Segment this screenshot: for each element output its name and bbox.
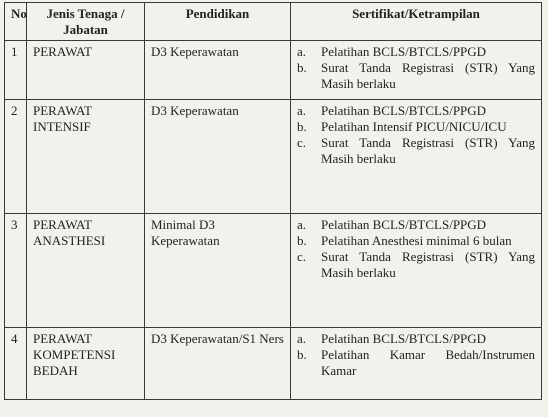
row-sertifikat bbox=[291, 100, 542, 214]
row-pendidikan: D3 Keperawatan bbox=[145, 100, 291, 214]
list-marker: b. bbox=[297, 119, 307, 134]
list-marker: a. bbox=[297, 44, 307, 59]
list-item-text: Surat Tanda Registrasi (STR) Yang Masih berlaku bbox=[321, 60, 535, 91]
table-row bbox=[5, 328, 542, 400]
list-item bbox=[297, 60, 535, 92]
list-item bbox=[297, 347, 535, 379]
list-item bbox=[297, 249, 535, 281]
row-number: 4 bbox=[5, 328, 27, 400]
list-marker: c. bbox=[297, 135, 307, 150]
certificate-list bbox=[297, 103, 535, 167]
list-item-text: Pelatihan BCLS/BTCLS/PPGD bbox=[321, 44, 487, 59]
list-item-text: Surat Tanda Registrasi (STR) Yang Masih berlaku bbox=[321, 135, 535, 166]
list-item-text: Pelatihan BCLS/BTCLS/PPGD bbox=[321, 103, 487, 118]
row-jenis-tenaga: PERAWAT INTENSIF bbox=[27, 100, 145, 214]
list-marker: b. bbox=[297, 347, 307, 362]
list-item bbox=[297, 233, 535, 249]
list-item-text: Pelatihan Intensif PICU/NICU/ICU bbox=[321, 119, 507, 134]
list-item-text: Surat Tanda Registrasi (STR) Yang Masih berlaku bbox=[321, 249, 535, 280]
row-number: 3 bbox=[5, 214, 27, 328]
list-item bbox=[297, 44, 535, 60]
list-item-text: Pelatihan BCLS/BTCLS/PPGD bbox=[321, 331, 487, 346]
row-number: 2 bbox=[5, 100, 27, 214]
list-marker: a. bbox=[297, 103, 307, 118]
list-item bbox=[297, 119, 535, 135]
list-marker: b. bbox=[297, 60, 307, 75]
row-jenis-tenaga: PERAWAT ANASTHESI bbox=[27, 214, 145, 328]
list-item bbox=[297, 331, 535, 347]
header-sertifikat: Sertifikat/Ketrampilan bbox=[291, 3, 542, 41]
row-pendidikan: D3 Keperawatan/S1 Ners bbox=[145, 328, 291, 400]
list-item bbox=[297, 103, 535, 119]
table-header-row bbox=[5, 3, 542, 41]
row-number: 1 bbox=[5, 41, 27, 100]
row-sertifikat bbox=[291, 214, 542, 328]
list-item-text: Pelatihan Kamar Bedah/Instrumen Kamar bbox=[321, 347, 535, 378]
row-sertifikat bbox=[291, 41, 542, 100]
list-marker: b. bbox=[297, 233, 307, 248]
row-pendidikan: Minimal D3 Keperawatan bbox=[145, 214, 291, 328]
certificate-list bbox=[297, 44, 535, 92]
row-pendidikan: D3 Keperawatan bbox=[145, 41, 291, 100]
header-jenis-tenaga: Jenis Tenaga / Jabatan bbox=[27, 3, 145, 41]
row-jenis-tenaga: PERAWAT bbox=[27, 41, 145, 100]
certificate-list bbox=[297, 217, 535, 281]
table-row bbox=[5, 214, 542, 328]
row-sertifikat bbox=[291, 328, 542, 400]
table-row bbox=[5, 100, 542, 214]
list-marker: c. bbox=[297, 249, 307, 264]
table-row bbox=[5, 41, 542, 100]
list-item-text: Pelatihan Anesthesi minimal 6 bulan bbox=[321, 233, 512, 248]
staff-requirements-table bbox=[4, 2, 542, 400]
certificate-list bbox=[297, 331, 535, 379]
row-jenis-tenaga: PERAWAT KOMPETENSI BEDAH bbox=[27, 328, 145, 400]
list-item bbox=[297, 135, 535, 167]
header-no: No bbox=[5, 3, 27, 41]
list-marker: a. bbox=[297, 331, 307, 346]
list-marker: a. bbox=[297, 217, 307, 232]
list-item-text: Pelatihan BCLS/BTCLS/PPGD bbox=[321, 217, 487, 232]
list-item bbox=[297, 217, 535, 233]
header-pendidikan: Pendidikan bbox=[145, 3, 291, 41]
